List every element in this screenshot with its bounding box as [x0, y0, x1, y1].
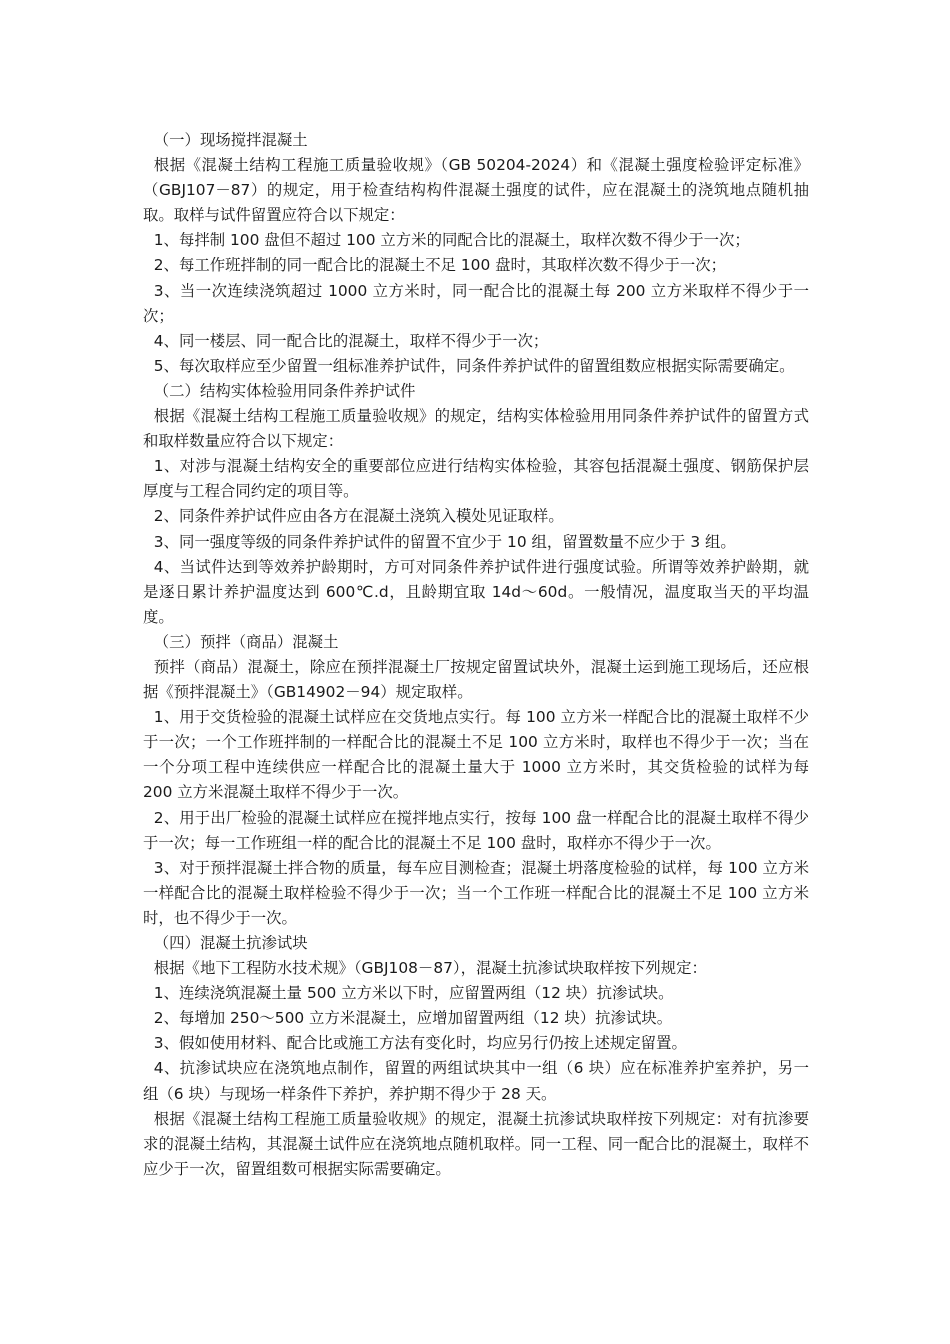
paragraph: 2、每增加 250～500 立方米混凝土，应增加留置两组（12 块）抗渗试块。 — [153, 1009, 673, 1028]
paragraph: 2、同条件养护试件应由各方在混凝土浇筑入模处见证取样。 — [153, 507, 564, 526]
paragraph: 3、当一次连续浇筑超过 1000 立方米时，同一配合比的混凝土每 200 立方米取样不得少于一次； — [143, 281, 809, 325]
paragraph: 3、对于预拌混凝土拌合物的质量，每车应目测检查；混凝土坍落度检验的试样，每 100 立方米一样配合比的混凝土取样检验不得少于一次；当一个工作班一样配合比的混凝土不足 100 立方米时，也不得少于一次。 — [143, 858, 809, 927]
paragraph: 5、每次取样应至少留置一组标准养护试件，同条件养护试件的留置组数应根据实际需要确定。 — [153, 356, 795, 375]
section-heading: （二）结构实体检验用同条件养护试件 — [153, 381, 416, 400]
paragraph: 1、用于交货检验的混凝土试样应在交货地点实行。每 100 立方米一样配合比的混凝土取样不少于一次；一个工作班拌制的一样配合比的混凝土不足 100 立方米时，取样也不得少于一次；当在一个分项工程中连续供应一样配合比的混凝土量大于 1000 立方米时，其交货检验的试样为每 200 立方米混凝土取样不得少于一次。 — [143, 708, 809, 802]
section-heading: （四）混凝土抗渗试块 — [153, 934, 308, 952]
paragraph: 预拌（商品）混凝土，除应在预拌混凝土厂按规定留置试块外，混凝土运到施工现场后，还应根据《预拌混凝土》（GB14902－94）规定取样。 — [143, 657, 809, 702]
paragraph: 1、连续浇筑混凝土量 500 立方米以下时，应留置两组（12 块）抗渗试块。 — [153, 984, 674, 1003]
paragraph: 3、假如使用材料、配合比或施工方法有变化时，均应另行仍按上述规定留置。 — [153, 1034, 687, 1053]
paragraph: 1、每拌制 100 盘但不超过 100 立方米的同配合比的混凝土，取样次数不得少于一次； — [153, 231, 750, 250]
section-heading: （三）预拌（商品）混凝土 — [153, 632, 339, 651]
paragraph: 4、同一楼层、同一配合比的混凝土，取样不得少于一次； — [153, 331, 549, 350]
paragraph: 根据《混凝土结构工程施工质量验收规》的规定，结构实体检验用用同条件养护试件的留置方式和取样数量应符合以下规定： — [143, 407, 809, 451]
paragraph: 根据《地下工程防水技术规》（GBJ108－87），混凝土抗渗试块取样按下列规定： — [153, 959, 707, 978]
document-page — [143, 128, 809, 1182]
paragraph: 1、对涉与混凝土结构安全的重要部位应进行结构实体检验，其容包括混凝土强度、钢筋保护层厚度与工程合同约定的项目等。 — [143, 457, 809, 501]
section-heading: （一）现场搅拌混凝土 — [153, 131, 308, 149]
paragraph: 根据《混凝土结构工程施工质量验收规》的规定，混凝土抗渗试块取样按下列规定：对有抗渗要求的混凝土结构，其混凝土试件应在浇筑地点随机取样。同一工程、同一配合比的混凝土，取样不应少于一次，留置组数可根据实际需要确定。 — [143, 1109, 809, 1178]
paragraph: 根据《混凝土结构工程施工质量验收规》（GB 50204-2024）和《混凝土强度检验评定标准》（GBJ107－87）的规定，用于检查结构构件混凝土强度的试件，应在混凝土的浇筑地点随机抽取。取样与试件留置应符合以下规定： — [143, 156, 809, 225]
paragraph: 3、同一强度等级的同条件养护试件的留置不宜少于 10 组，留置数量不应少于 3 组。 — [153, 532, 736, 551]
paragraph: 2、用于出厂检验的混凝土试样应在搅拌地点实行，按每 100 盘一样配合比的混凝土取样不得少于一次；每一工作班组一样的配合比的混凝土不足 100 盘时，取样亦不得少于一次。 — [143, 808, 809, 852]
paragraph: 4、抗渗试块应在浇筑地点制作，留置的两组试块其中一组（6 块）应在标准养护室养护，另一组（6 块）与现场一样条件下养护，养护期不得少于 28 天。 — [143, 1059, 809, 1103]
paragraph: 4、当试件达到等效养护龄期时，方可对同条件养护试件进行强度试验。所谓等效养护龄期，就是逐日累计养护温度达到 600℃.d，且龄期宜取 14d～60d。一般情况，温度取当天的平均温度。 — [143, 557, 809, 626]
paragraph: 2、每工作班拌制的同一配合比的混凝土不足 100 盘时，其取样次数不得少于一次； — [153, 256, 726, 275]
